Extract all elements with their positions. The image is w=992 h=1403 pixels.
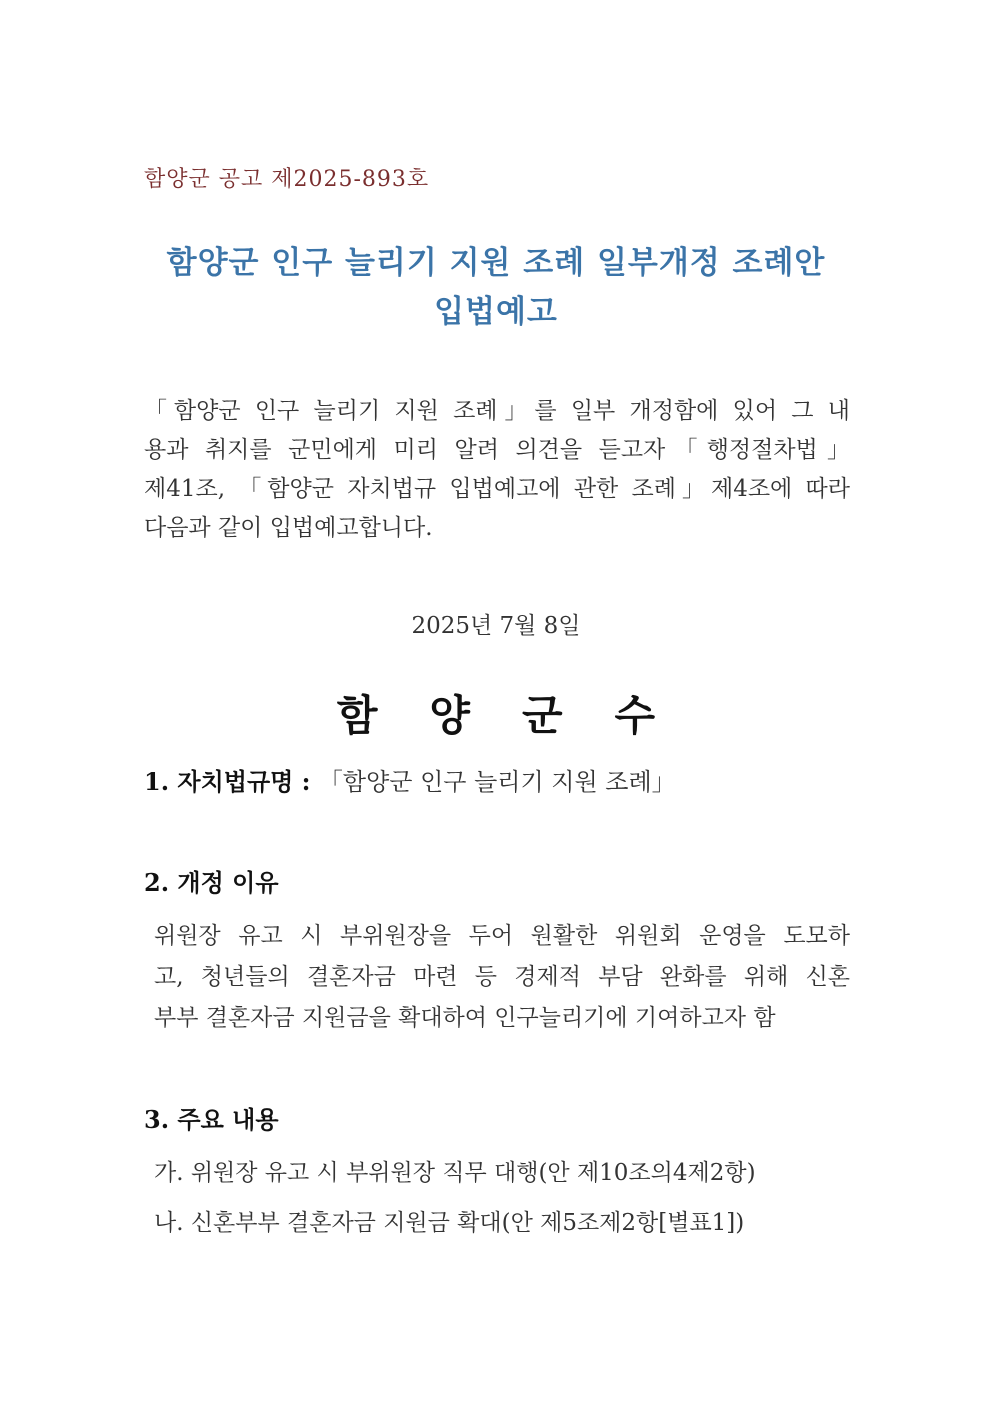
document-title-line-2: 입법예고 bbox=[434, 294, 558, 330]
intro-line-1: 「함양군 인구 늘리기 지원 조례」를 일부 개정함에 있어 그 내 bbox=[144, 398, 850, 424]
regulation-name: 「함양군 인구 늘리기 지원 조례」 bbox=[318, 768, 676, 796]
section-3-heading: 3. 주요 내용 bbox=[144, 1105, 279, 1134]
section-1-label: 1. 자치법규명 : bbox=[144, 767, 311, 796]
document-title-line-1: 함양군 인구 늘리기 지원 조례 일부개정 조례안 bbox=[166, 245, 826, 281]
reason-line-3: 부부 결혼자금 지원금을 확대하여 인구늘리기에 기여하고자 함 bbox=[154, 1005, 776, 1031]
intro-line-2: 용과 취지를 군민에게 미리 알려 의견을 듣고자「행정절차법」 bbox=[144, 437, 850, 463]
notice-number: 함양군 공고 제2025-893호 bbox=[144, 167, 430, 192]
signer-name: 함양군수 bbox=[336, 691, 708, 740]
section-1-heading bbox=[144, 762, 676, 797]
section-2-heading: 2. 개정 이유 bbox=[144, 868, 279, 897]
reason-line-2: 고, 청년들의 결혼자금 마련 등 경제적 부담 완화를 위해 신혼 bbox=[154, 964, 850, 990]
main-content-item-2: 나. 신혼부부 결혼자금 지원금 확대(안 제5조제2항[별표1]) bbox=[154, 1210, 745, 1236]
notice-date: 2025년 7월 8일 bbox=[411, 613, 581, 639]
intro-line-3: 제41조, 「함양군 자치법규 입법예고에 관한 조례」제4조에 따라 bbox=[144, 476, 850, 502]
intro-line-4: 다음과 같이 입법예고합니다. bbox=[144, 515, 433, 541]
main-content-item-1: 가. 위원장 유고 시 부위원장 직무 대행(안 제10조의4제2항) bbox=[154, 1160, 756, 1186]
reason-line-1: 위원장 유고 시 부위원장을 두어 원활한 위원회 운영을 도모하 bbox=[154, 923, 850, 949]
